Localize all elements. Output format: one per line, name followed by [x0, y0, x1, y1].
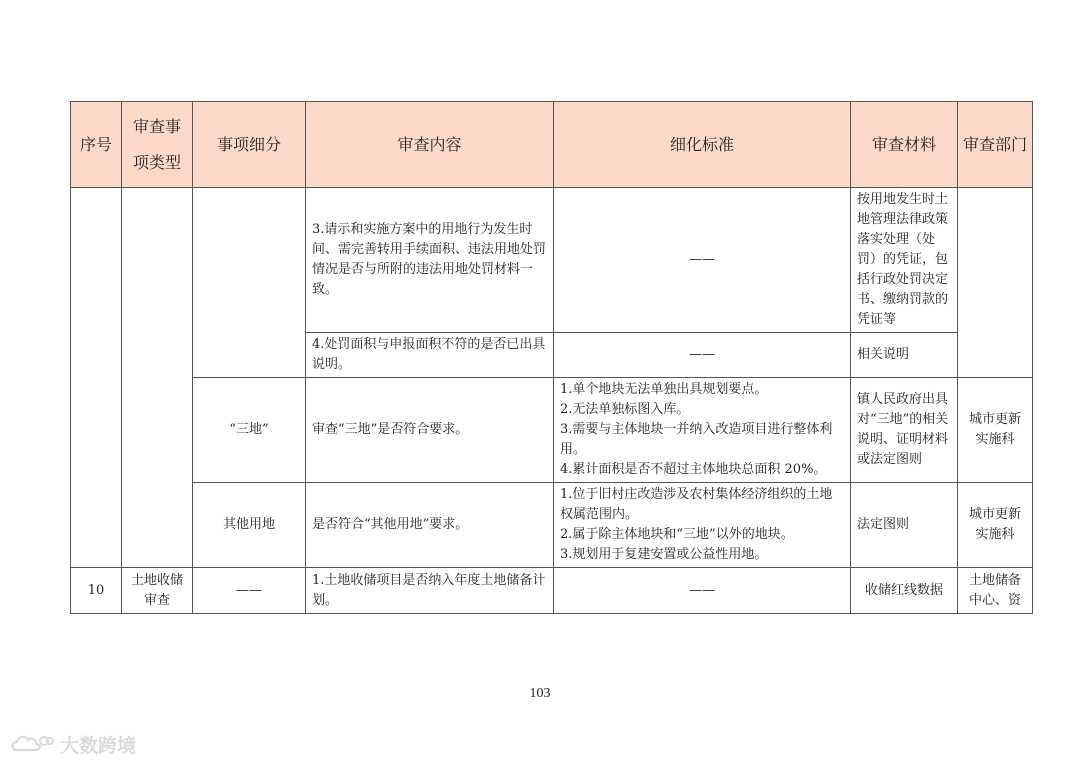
header-content: 审查内容: [306, 102, 554, 188]
table-row: [71, 378, 1033, 483]
standard-item: 4.累计面积是否不超过主体地块总面积 20%。: [560, 462, 827, 477]
standard-cell: ——: [554, 188, 851, 333]
material-cell: 镇人民政府出具对“三地”的相关说明、证明材料或法定图则: [851, 378, 958, 483]
watermark-text: 大数跨境: [60, 734, 137, 757]
header-standard: 细化标准: [554, 102, 851, 188]
page-number: 103: [529, 686, 551, 701]
table-row: [71, 568, 1033, 614]
standard-cell: ——: [554, 333, 851, 378]
header-material: 审查材料: [851, 102, 958, 188]
material-cell: 法定图则: [851, 483, 958, 568]
standard-item: 3.需要与主体地块一并纳入改造项目进行整体利用。: [560, 422, 833, 457]
material-cell: 相关说明: [851, 333, 958, 378]
type-cell: [122, 188, 193, 568]
content-cell: 是否符合“其他用地”要求。: [306, 483, 554, 568]
table-header-row: [71, 102, 1033, 188]
material-cell: 收储红线数据: [851, 568, 958, 614]
standard-item: 2.无法单独标图入库。: [560, 402, 690, 417]
standard-item: 1.单个地块无法单独出具规划要点。: [560, 382, 768, 397]
cloud-logo-icon: [10, 732, 54, 756]
department-cell: 城市更新实施科: [958, 378, 1033, 483]
content-cell: 3.请示和实施方案中的用地行为发生时间、需完善转用手续面积、违法用地处罚情况是否与所附的违法用地处罚材料一致。: [306, 188, 554, 333]
standard-item: 3.规划用于复建安置或公益性用地。: [560, 547, 768, 562]
subdivision-cell: ——: [193, 568, 306, 614]
standard-item: 1.位于旧村庄改造涉及农村集体经济组织的土地权属范围内。: [560, 487, 833, 522]
header-subdivision: 事项细分: [193, 102, 306, 188]
content-cell: 4.处罚面积与申报面积不符的是否已出具说明。: [306, 333, 554, 378]
content-cell: 审查“三地”是否符合要求。: [306, 378, 554, 483]
material-cell: 按用地发生时土地管理法律政策落实处理（处罚）的凭证，包括行政处罚决定书、缴纳罚款的凭证等: [851, 188, 958, 333]
table-row: [71, 188, 1033, 333]
watermark: [10, 730, 136, 758]
department-cell: 城市更新实施科: [958, 483, 1033, 568]
department-cell: [958, 188, 1033, 378]
standard-item: 2.属于除主体地块和“三地”以外的地块。: [560, 527, 794, 542]
header-number: 序号: [71, 102, 122, 188]
review-table: [70, 101, 1033, 614]
subdivision-cell: 其他用地: [193, 483, 306, 568]
subdivision-cell: [193, 188, 306, 378]
department-cell: 土地储备中心、资: [958, 568, 1033, 614]
table-row: [71, 483, 1033, 568]
number-cell: [71, 188, 122, 568]
standard-cell: [554, 378, 851, 483]
type-cell: 土地收储审查: [122, 568, 193, 614]
header-type: 审查事项类型: [122, 102, 193, 188]
number-cell: 10: [71, 568, 122, 614]
content-cell: 1.土地收储项目是否纳入年度土地储备计划。: [306, 568, 554, 614]
standard-cell: ——: [554, 568, 851, 614]
header-department: 审查部门: [958, 102, 1033, 188]
standard-cell: [554, 483, 851, 568]
subdivision-cell: “三地”: [193, 378, 306, 483]
